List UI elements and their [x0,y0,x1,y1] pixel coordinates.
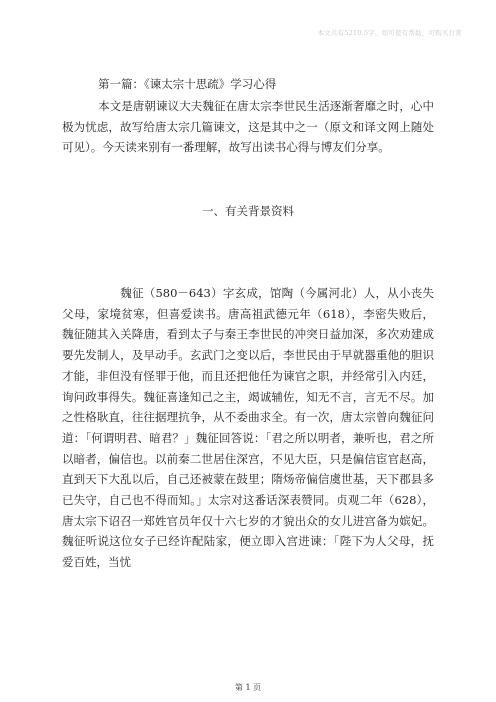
background-paragraph [62,283,434,573]
intro-paragraph [62,96,434,158]
section-title: 一、有关背景资料 [202,204,294,218]
background-text: 魏征（580－643）字玄成，馆陶（今属河北）人，从小丧失父母，家境贫寒，但喜爱读书。唐高祖武德元年（618），李密失败后，魏征随其入关降唐，看到太子与秦王李世民的冲突日益加深，多次劝建成要先发制人，及早动手。玄武门之变以后，李世民由于早就器重他的胆识才能，非但没有怪罪于他，而且还把他任为谏官之职，并经常引入内廷，询问政事得失。魏征喜逢知己之主，竭诚辅佐，知无不言，言无不尽。加之性格耿直，往往据理抗争，从不委曲求全。有一次，唐太宗曾向魏征问道：「何谓明君、暗君？」魏征回答说：「君之所以明者，兼听也，君之所以暗者，偏信也。以前秦二世居住深宫，不见大臣，只是偏信宦官赵高，直到天下大乱以后，自己还被蒙在鼓里；隋炀帝偏信虞世基，天下郡县多已失守，自己也不得而知。」太宗对这番话深表赞同。贞观二年（628），唐太宗下诏召一郑姓官员年仅十六七岁的才貌出众的女儿进宫备为嫔妃。魏征听说这位女子已经许配陆家，便立即入宫进谏：「陛下为人父母，抚爱百姓，当忧 [62,286,434,570]
article-heading: 第一篇：《谏太宗十思疏》学习心得 [98,77,277,91]
watermark-text: 本文共有5210.5字，如可使有帮助，可购买打赏 [317,29,462,37]
intro-text: 本文是唐朝谏议大夫魏征在唐太宗李世民生活逐渐奢靡之时，心中极为忧虑，故写给唐太宗几篇谏文，这是其中之一（原文和译文网上随处可见）。今天读来别有一番理解，故写出读书心得与博友们分享。 [62,99,434,155]
page-number: 第 1 页 [234,683,262,692]
